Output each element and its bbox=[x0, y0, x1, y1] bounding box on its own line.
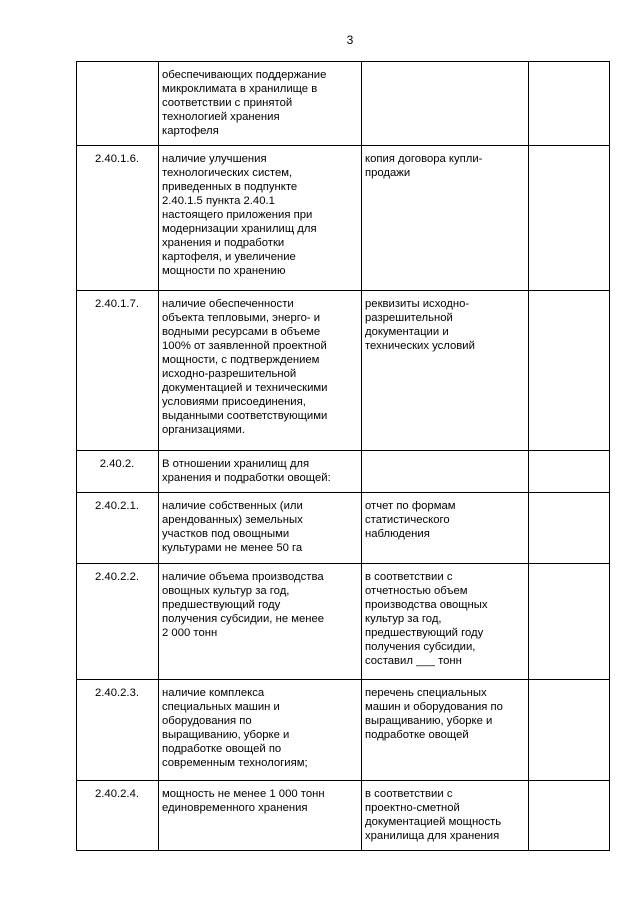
row-number-cell bbox=[77, 680, 159, 781]
table-row bbox=[77, 680, 610, 781]
documents-text: в соответствии с отчетностью объем производства овощных культур за год, предшествующий году получения субсидии, составил ___ тонн bbox=[365, 571, 488, 667]
extra-cell bbox=[529, 680, 610, 781]
requirement-text: наличие комплекса специальных машин и оборудования по выращиванию, уборке и подработке овощей по современным технологиям; bbox=[162, 687, 308, 769]
requirement-text: мощность не менее 1 000 тонн единовременного хранения bbox=[162, 788, 325, 814]
extra-cell bbox=[529, 62, 610, 146]
row-number-cell bbox=[77, 493, 159, 564]
row-number: 2.40.2.4. bbox=[95, 788, 139, 800]
row-number-cell bbox=[77, 291, 159, 451]
documents-cell bbox=[362, 680, 529, 781]
row-number: 2.40.2. bbox=[99, 458, 135, 470]
documents-cell bbox=[362, 291, 529, 451]
row-number-cell bbox=[77, 781, 159, 851]
table-row bbox=[77, 291, 610, 451]
extra-cell bbox=[529, 564, 610, 680]
row-number: 2.40.2.2. bbox=[95, 571, 139, 583]
extra-cell bbox=[529, 451, 610, 493]
documents-cell bbox=[362, 493, 529, 564]
documents-text: отчет по формам статистического наблюдения bbox=[365, 500, 456, 540]
requirement-text: наличие объема производства овощных культур за год, предшествующий году получения субсидии, не менее 2 000 тонн bbox=[162, 571, 325, 639]
extra-cell bbox=[529, 291, 610, 451]
requirements-table bbox=[76, 61, 610, 851]
extra-cell bbox=[529, 781, 610, 851]
requirement-cell bbox=[159, 493, 362, 564]
table-row bbox=[77, 564, 610, 680]
documents-cell bbox=[362, 781, 529, 851]
requirement-cell bbox=[159, 62, 362, 146]
documents-text: в соответствии с проектно-сметной документацией мощность хранилища для хранения bbox=[365, 788, 502, 842]
requirement-text: наличие улучшения технологических систем, приведенных в подпункте 2.40.1.5 пункта 2.40.1 настоящего приложения при модернизации хранилищ для хранения и подработки картофеля, и увеличение мощности по хранению bbox=[162, 153, 317, 277]
row-number: 2.40.2.1. bbox=[95, 500, 139, 512]
documents-cell bbox=[362, 451, 529, 493]
extra-cell bbox=[529, 493, 610, 564]
row-number-cell bbox=[77, 564, 159, 680]
requirement-cell bbox=[159, 451, 362, 493]
requirement-cell bbox=[159, 291, 362, 451]
table-row bbox=[77, 781, 610, 851]
documents-text: перечень специальных машин и оборудования по выращиванию, уборке и подработке овощей bbox=[365, 687, 503, 741]
requirement-cell bbox=[159, 564, 362, 680]
documents-cell bbox=[362, 62, 529, 146]
page-number: 3 bbox=[346, 33, 354, 47]
requirement-cell bbox=[159, 146, 362, 291]
requirement-cell bbox=[159, 680, 362, 781]
row-number-cell bbox=[77, 62, 159, 146]
documents-text: реквизиты исходно- разрешительной документации и технических условий bbox=[365, 298, 475, 352]
row-number-cell bbox=[77, 451, 159, 493]
extra-cell bbox=[529, 146, 610, 291]
requirement-cell bbox=[159, 781, 362, 851]
requirement-text: наличие собственных (или арендованных) земельных участков под овощными культурами не менее 50 га bbox=[162, 500, 303, 554]
table-row bbox=[77, 493, 610, 564]
table-row bbox=[77, 62, 610, 146]
requirement-text: обеспечивающих поддержание микроклимата в хранилище в соответствии с принятой технологией хранения картофеля bbox=[162, 69, 327, 137]
row-number: 2.40.1.6. bbox=[95, 153, 139, 165]
documents-cell bbox=[362, 564, 529, 680]
table-row bbox=[77, 451, 610, 493]
table-row bbox=[77, 146, 610, 291]
documents-cell bbox=[362, 146, 529, 291]
requirement-text: В отношении хранилищ для хранения и подработки овощей: bbox=[162, 458, 331, 484]
row-number-cell bbox=[77, 146, 159, 291]
documents-text: копия договора купли- продажи bbox=[365, 153, 483, 179]
row-number: 2.40.2.3. bbox=[95, 687, 139, 699]
row-number: 2.40.1.7. bbox=[95, 298, 139, 310]
requirement-text: наличие обеспеченности объекта тепловыми, энерго- и водными ресурсами в объеме 100% от заявленной проектной мощности, с подтверждением исходно-разрешительной документацией и техническими условиями присоединения, выданными соответствующими организациями. bbox=[162, 298, 328, 436]
